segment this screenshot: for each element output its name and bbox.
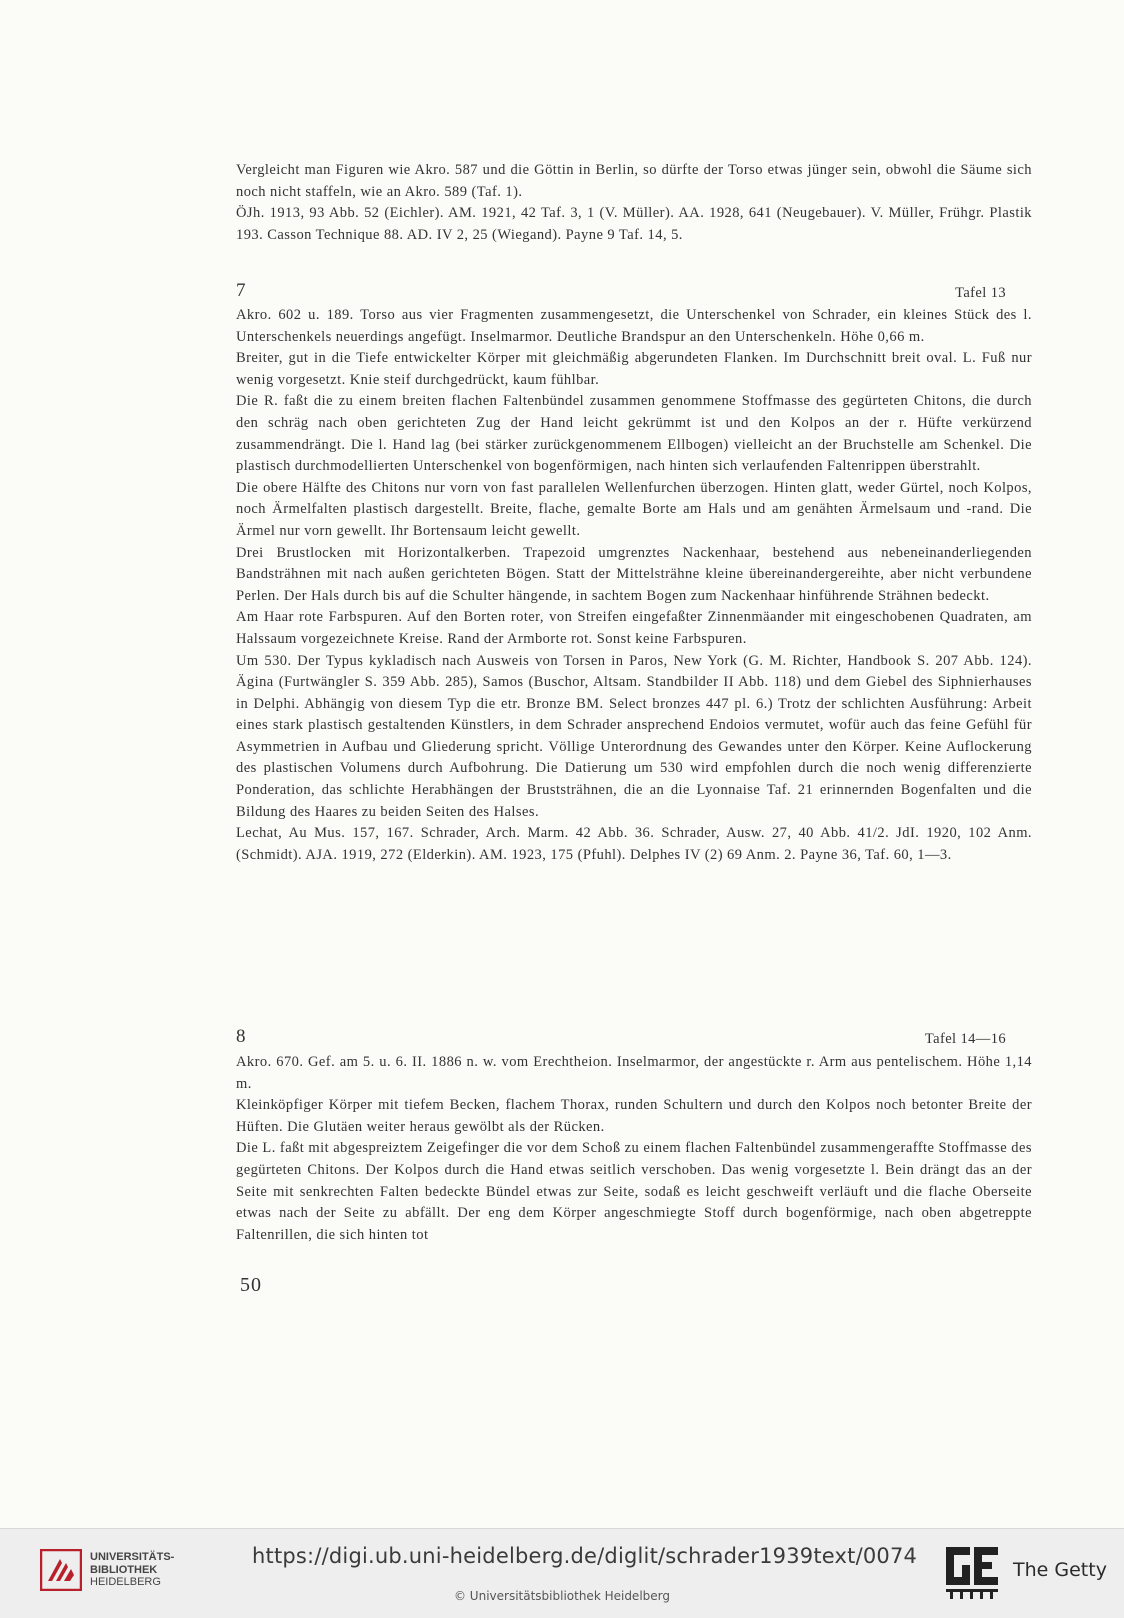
page-number: 50 [240,1274,262,1296]
plate-reference: Tafel 13 [955,285,1006,301]
getty-logo-icon[interactable] [944,1545,1004,1601]
section-heading-8 [236,1024,1006,1048]
paragraph: Um 530. Der Typus kykladisch nach Ausweis von Torsen in Paros, New York (G. M. Richter, Handbook S. 207 Abb. 124). Ägina (Furtwängler S. 359 Abb. 285), Samos (Buschor, Altsam. Standbilder II Abb. 118) und dem Giebel des Siphnierhauses in Delphi. Abhängig von diesem Typ die etr. Bronze BM. Select bronzes 447 pl. 6.) Trotz der schlichten Ausführung: Arbeit eines stark plastisch gestaltenden Künstlers, in dem Schrader ansprechend Endoios vermutet, wofür auch das feine Gefühl für Asymmetrien in Aufbau und Gliederung spricht. Völlige Unterordnung des Gewandes unter den Körper. Keine Auflockerung des plastischen Volumens durch Aufbohrung. Die Datierung um 530 wird empfohlen durch die noch wenig differenzierte Ponderation, das schlichte Herabhängen der Bruststrähnen, die an die Lyonnaise Taf. 21 erinnernden Bogenfalten und die Bildung des Haares zu beiden Seiten des Halses. [236,652,1032,820]
partner-name: The Getty [1013,1559,1107,1581]
bibliography: Lechat, Au Mus. 157, 167. Schrader, Arch. Marm. 42 Abb. 36. Schrader, Ausw. 27, 40 Abb. 41/2. JdI. 1920, 102 Anm. (Schmidt). AJA. 1919, 272 (Elderkin). AM. 1923, 175 (Pfuhl). Delphes IV (2) 69 Anm. 2. Payne 36, Taf. 60, 1—3. [236,825,1032,863]
paragraph: Vergleicht man Figuren wie Akro. 587 und die Göttin in Berlin, so dürfte der Torso etwas jünger sein, obwohl die Säume sich noch nicht staffeln, wie an Akro. 589 (Taf. 1). [236,162,1032,200]
permalink-url[interactable]: https://digi.ub.uni-heidelberg.de/diglit/schrader1939text/0074 [252,1544,918,1568]
section-8-text [236,1052,1032,1246]
paragraph: Am Haar rote Farbspuren. Auf den Borten roter, von Streifen eingefaßter Zinnenmäander mit eingeschobenen Quadraten, am Halssaum vorgezeichnete Kreise. Rand der Armborte rot. Sonst keine Farbspuren. [236,609,1032,647]
intro-text [236,160,1032,246]
library-name: UNIVERSITÄTS- BIBLIOTHEK HEIDELBERG [90,1551,175,1589]
paragraph: Die L. faßt mit abgespreiztem Zeigefinger die vor dem Schoß zu einem flachen Faltenbündel zusammengeraffte Stoffmasse des gegürteten Chitons. Der Kolpos durch die Hand etwas seitlich verschoben. Das wenig vorgesetzte l. Bein drängt das an der Seite mit senkrechten Falten bedeckte Bündel etwas zur Seite, sodaß es leicht geschweift verläuft und die flache Oberseite etwas nach der Seite zu abfällt. Der eng dem Körper angeschmiegte Stoff durch bogenförmige, nach oben abgetreppte Faltenrillen, die sich hinten tot [236,1140,1032,1243]
plate-reference: Tafel 14—16 [924,1031,1006,1047]
ub-heidelberg-icon [40,1549,82,1591]
paragraph: Breiter, gut in die Tiefe entwickelter Körper mit gleichmäßig abgerundeten Flanken. Im Durchschnitt breit oval. L. Fuß nur wenig vorgesetzt. Knie steif durchgedrückt, kaum fühlbar. [236,350,1032,388]
section-7-text [236,305,1032,866]
viewer-footer [0,1528,1124,1618]
bibliography: ÖJh. 1913, 93 Abb. 52 (Eichler). AM. 1921, 42 Taf. 3, 1 (V. Müller). AA. 1928, 641 (Neugebauer). V. Müller, Frühgr. Plastik 193. Casson Technique 88. AD. IV 2, 25 (Wiegand). Payne 9 Taf. 14, 5. [236,205,1032,243]
paragraph: Kleinköpfiger Körper mit tiefem Becken, flachem Thorax, runden Schultern und durch den Kolpos noch betonter Breite der Hüften. Die Glutäen weiter heraus gewölbt als der Rücken. [236,1097,1032,1135]
university-library-logo[interactable] [40,1549,174,1591]
paragraph: Akro. 670. Gef. am 5. u. 6. II. 1886 n. w. vom Erechtheion. Inselmarmor, der angestückte r. Arm aus pentelischem. Höhe 1,14 m. [236,1054,1032,1092]
copyright-notice: © Universitätsbibliothek Heidelberg [453,1589,670,1603]
catalog-number: 7 [236,280,246,301]
paragraph: Die obere Hälfte des Chitons nur vorn von fast parallelen Wellenfurchen überzogen. Hinten glatt, weder Gürtel, noch Kolpos, noch Ärmelfalten plastisch dargestellt. Breite, flache, gemalte Borte am Hals und am genähten Ärmelsaum und -rand. Die Ärmel nur vorn gewellt. Ihr Bortensaum leicht gewellt. [236,479,1032,539]
paragraph: Die R. faßt die zu einem breiten flachen Faltenbündel zusammen genommene Stoffmasse des gegürteten Chitons, die durch den schräg nach oben gerichteten Zug der Hand leicht gekrümmt ist und den Kolpos an der r. Hüfte verkürzend zusammendrängt. Die l. Hand lag (bei stärker zurückgenommenem Ellbogen) vielleicht an der Bruchstelle am Schenkel. Die plastisch durchmodellierten Unterschenkel von bogenförmigen, nach hinten sich verlaufenden Faltenrippen überstrahlt. [236,393,1032,475]
catalog-number: 8 [236,1026,246,1047]
paragraph: Akro. 602 u. 189. Torso aus vier Fragmenten zusammengesetzt, die Unterschenkel von Schrader, ein kleines Stück des l. Unterschenkels neuerdings angefügt. Inselmarmor. Deutliche Brandspur an den Unterschenkeln. Höhe 0,66 m. [236,307,1032,345]
section-heading-7 [236,278,1006,302]
paragraph: Drei Brustlocken mit Horizontalkerben. Trapezoid umgrenztes Nackenhaar, bestehend aus nebeneinanderliegenden Bandsträhnen mit nach außen gerichteten Bögen. Statt der Mittelsträhne kleine übereinandergereihte, aber nicht verbundene Perlen. Der Hals durch bis auf die Schulter hängende, in sachtem Bogen zum Nackenhaar hinführende Strähnen bedeckt. [236,544,1032,604]
